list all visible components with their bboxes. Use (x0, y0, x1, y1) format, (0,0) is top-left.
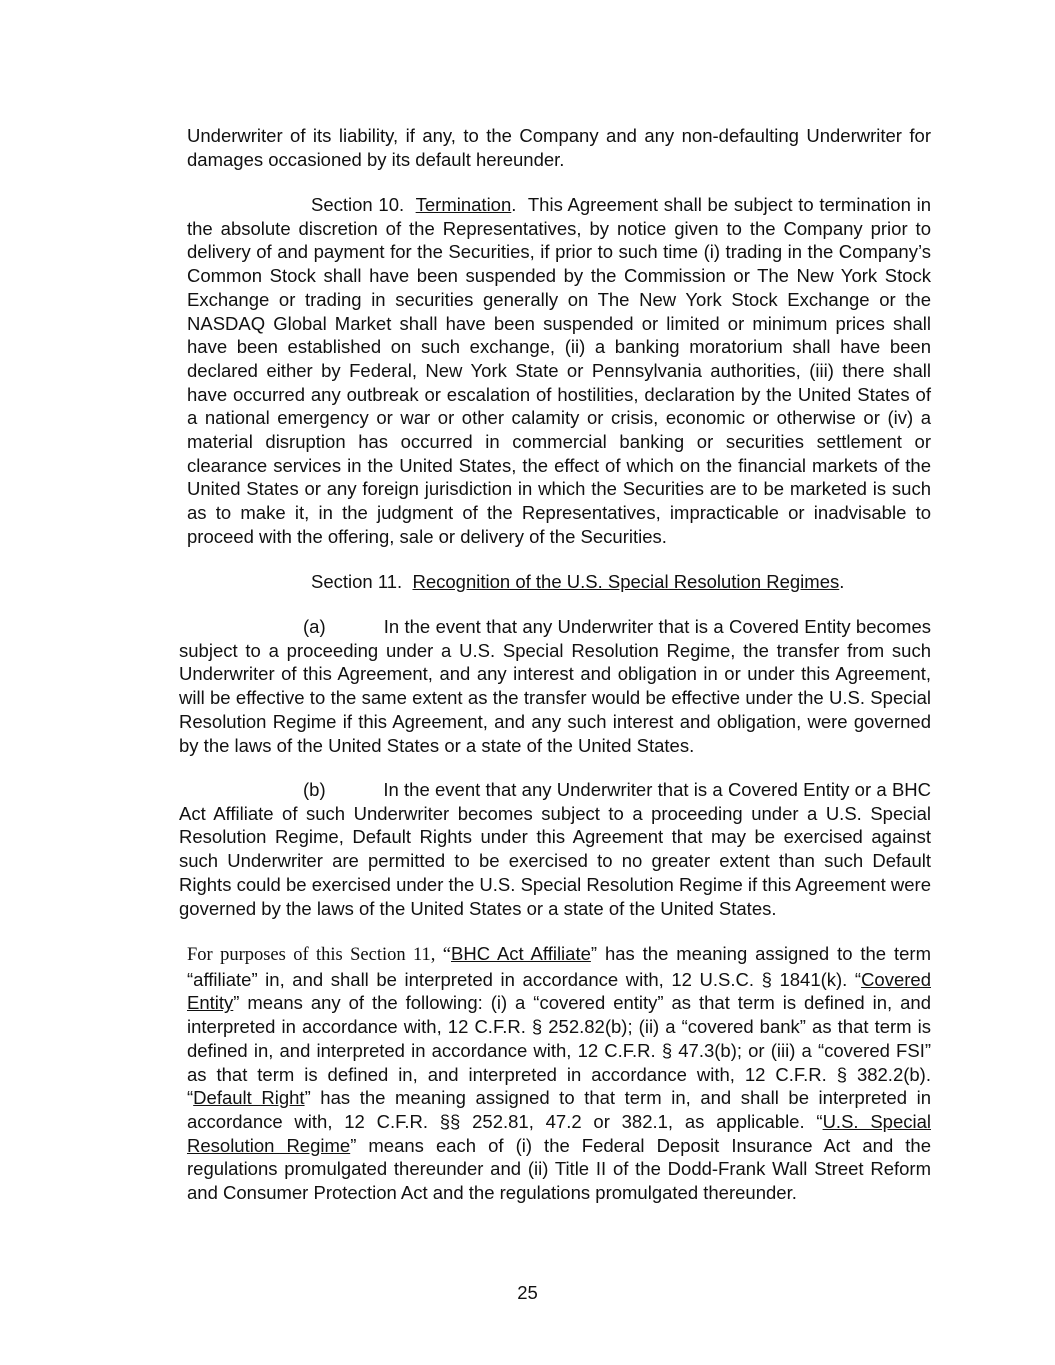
section-10-body: This Agreement shall be subject to termination in the absolute discretion of the Representatives, by notice given to the Company prior to delivery of and payment for the Securities, if prior to such time (i) trading in the Company’s Common Stock shall have been suspended by the Commission or The New York Stock Exchange or trading in securities generally on The New York Stock Exchange or the NASDAQ Global Market shall have been suspended or limited or minimum prices shall have been established on such exchange, (ii) a banking moratorium shall have been declared either by Federal, New York State or Pennsylvania authorities, (iii) there shall have occurred any outbreak or escalation of hostilities, declaration by the United States of a national emergency or war or other calamity or crisis, economic or otherwise or (iv) a material disruption has occurred in commercial banking or securities settlement or clearance services in the United States, the effect of which on the financial markets of the United States or any foreign jurisdiction in which the Securities are to be marketed is such as to make it, in the judgment of the Representatives, impracticable or inadvisable to proceed with the offering, sale or delivery of the Securities. (187, 194, 931, 547)
section-10-label: Section 10. (311, 194, 405, 215)
section-10-paragraph (187, 193, 931, 549)
subsection-b-text: In the event that any Underwriter that is a Covered Entity or a BHC Act Affiliate of such Underwriter becomes subject to a proceeding under a U.S. Special Resolution Regime, Default Rights under this Agreement that may be exercised against such Underwriter are permitted to be exercised to no greater extent than such Default Rights could be exercised under the U.S. Special Resolution Regime if this Agreement were governed by the laws of the United States or a state of the United States. (179, 779, 932, 919)
term-default-right: Default Right (193, 1087, 305, 1109)
subsection-a-marker: (a) (303, 616, 326, 637)
term-bhc-act-affiliate: BHC Act Affiliate (451, 943, 591, 964)
term-us-special-resolution-regime: U.S. Special Resolution Regime (187, 1110, 931, 1156)
subsection-b-marker: (b) (303, 779, 326, 800)
definition-bhc-act-affiliate: ” has the meaning assigned to the term “affiliate” in, and shall be interpreted in accordance with, 12 U.S.C. § 1841(k). “ (187, 943, 931, 990)
subsection-a-text: In the event that any Underwriter that is a Covered Entity becomes subject to a proceeding under a U.S. Special Resolution Regime, the transfer from such Underwriter of this Agreement, and any interest and obligation in or under this Agreement, will be effective to the same extent as the transfer would be effective under the U.S. Special Resolution Regime if this Agreement, and any such interest and obligation, were governed by the laws of the United States or a state of the United States. (179, 616, 931, 756)
definitions-intro: For purposes of this Section 11, “ (187, 945, 452, 965)
term-covered-entity: Covered Entity (187, 968, 931, 1014)
section-10-title-suffix: . (511, 194, 517, 215)
definition-covered-entity: ” means any of the following: (i) a “covered entity” as that term is defined in, and interpreted in accordance with, 12 C.F.R. § 252.82(b); (ii) a “covered bank” as that term is defined in, and interpreted in accordance with, 12 C.F.R. § 47.3(b); or (iii) a “covered FSI” as that term is defined in, and interpreted in accordance with, 12 C.F.R. § 382.2(b). “ (187, 992, 931, 1109)
paragraph-continuation: Underwriter of its liability, if any, to the Company and any non-defaulting Underwriter for damages occasioned by its default hereunder. (187, 125, 931, 170)
section-11-definitions (187, 942, 931, 1205)
page-number: 25 (517, 1282, 538, 1303)
section-11-title: Recognition of the U.S. Special Resolution Regimes (412, 571, 840, 592)
section-11-label: Section 11. (311, 571, 403, 592)
section-11-title-suffix: . (839, 571, 845, 592)
section-10-title: Termination (415, 194, 512, 215)
definition-us-special-resolution-regime: ” means each of (i) the Federal Deposit Insurance Act and the regulations promulgated thereunder and (ii) Title II of the Dodd-Frank Wall Street Reform and Consumer Protection Act and the regulations promulgated thereunder. (187, 1134, 931, 1204)
section-11-subsection-a (179, 615, 931, 757)
section-11-subsection-b (179, 778, 931, 920)
section-11-heading (311, 570, 844, 594)
definition-default-right: ” has the meaning assigned to that term in, and shall be interpreted in accordance with, 12 C.F.R. §§ 252.81, 47.2 or 382.1, as applicable. “ (187, 1087, 931, 1132)
